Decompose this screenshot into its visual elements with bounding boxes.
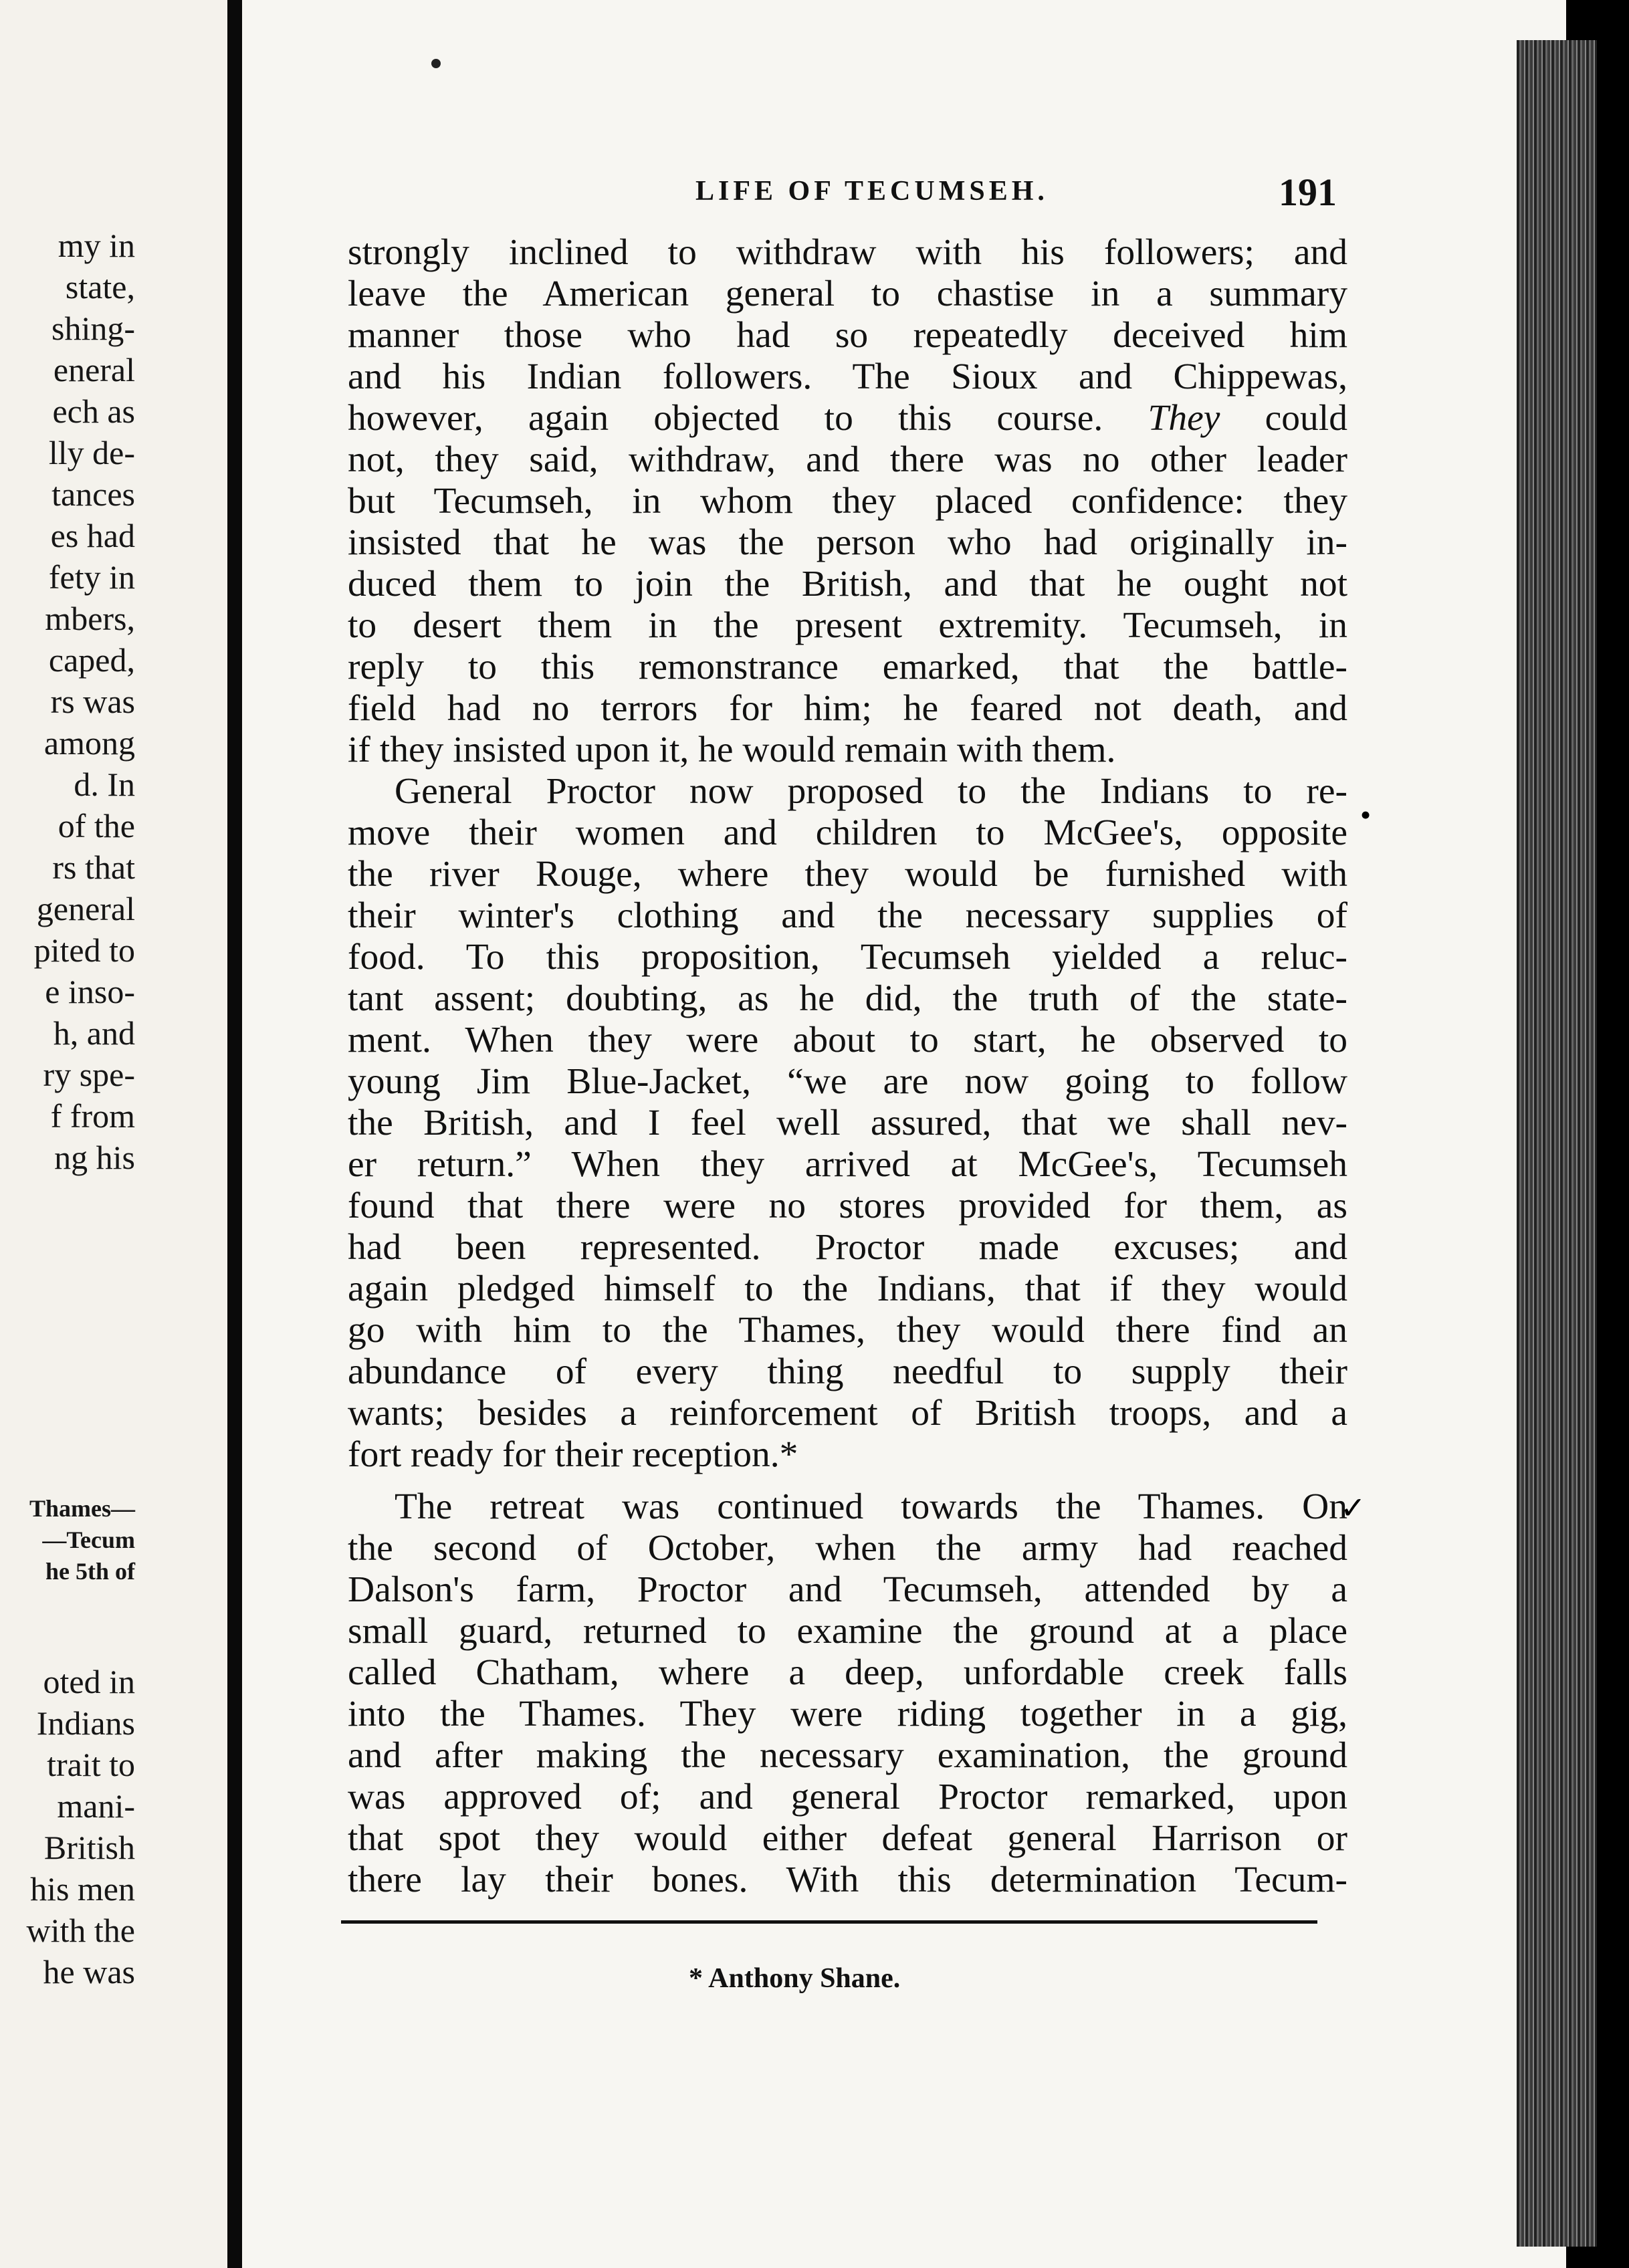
text-line: insisted that he was the person who had originally in- (348, 522, 1347, 563)
text-line: found that there were no stores provided for them, as (348, 1185, 1347, 1226)
left-line: oted in (43, 1663, 135, 1700)
left-line: f from (50, 1097, 135, 1135)
text-line: strongly inclined to withdraw with his followers; and (348, 232, 1347, 273)
left-line: d. In (74, 766, 135, 803)
text-line: tant assent; doubting, as he did, the truth of the state- (348, 978, 1347, 1019)
text-line: their winter's clothing and the necessary supplies of (348, 895, 1347, 936)
text-line: had been represented. Proctor made excuses; and (348, 1227, 1347, 1268)
text-line: to desert them in the present extremity. Tecumseh, in (348, 605, 1347, 646)
text-line: there lay their bones. With this determination Tecum- (348, 1859, 1347, 1900)
text-line: and his Indian followers. The Sioux and Chippewas, (348, 356, 1347, 397)
left-line: fety in (48, 558, 135, 596)
text-line: again pledged himself to the Indians, that if they would (348, 1268, 1347, 1309)
left-line: ech as (52, 392, 135, 430)
left-line: caped, (48, 641, 135, 679)
text-line: and after making the necessary examination, the ground (348, 1735, 1347, 1776)
text-line: but Tecumseh, in whom they placed confidence: they (348, 481, 1347, 522)
emphasis: They (1148, 398, 1220, 439)
page-edges (1517, 40, 1597, 2247)
left-footnote-line: Thames— (29, 1495, 135, 1522)
left-line: state, (65, 268, 135, 306)
left-line: mbers, (45, 600, 135, 637)
text-line: however, again objected to this course. They could (348, 398, 1347, 439)
text-line: fort ready for their reception.* (348, 1434, 798, 1475)
text-line: into the Thames. They were riding together in a gig, (348, 1694, 1347, 1734)
text-line: Dalson's farm, Proctor and Tecumseh, attended by a (348, 1569, 1347, 1610)
text-line: the second of October, when the army had reached (348, 1528, 1347, 1569)
left-line: lly de- (48, 434, 135, 471)
text-line: the river Rouge, where they would be furnished with (348, 854, 1347, 895)
text-line: young Jim Blue-Jacket, “we are now going to follow (348, 1061, 1347, 1102)
left-line: es had (50, 517, 135, 554)
text-line: duced them to join the British, and that he ought not (348, 564, 1347, 604)
text-line: field had no terrors for him; he feared not death, and (348, 688, 1347, 729)
left-line: eneral (53, 351, 135, 388)
left-line: ry spe- (43, 1056, 135, 1093)
text-line: move their women and children to McGee's, opposite (348, 812, 1347, 853)
text-line: called Chatham, where a deep, unfordable creek falls (348, 1652, 1347, 1693)
left-line: rs that (52, 848, 135, 886)
page-number: 191 (1279, 171, 1337, 214)
left-line: my in (58, 227, 135, 264)
text-line: er return.” When they arrived at McGee's, Tecumseh (348, 1144, 1347, 1185)
text-line: leave the American general to chastise in a summary (348, 273, 1347, 314)
text-line: The retreat was continued towards the Thames. On (395, 1486, 1347, 1527)
margin-mark: • (1360, 798, 1372, 832)
left-line: general (36, 890, 135, 927)
left-line: British (43, 1829, 135, 1866)
left-line: tances (51, 475, 135, 513)
margin-mark: ✓ (1340, 1491, 1366, 1525)
left-line: of the (58, 807, 135, 844)
text-line: manner those who had so repeatedly deceived him (348, 315, 1347, 356)
text-line: go with him to the Thames, they would there find an (348, 1310, 1347, 1351)
left-line: rs was (50, 683, 135, 720)
running-head: LIFE OF TECUMSEH. (695, 176, 1049, 207)
text-line: food. To this proposition, Tecumseh yielded a reluc- (348, 937, 1347, 978)
previous-page-fragment (0, 0, 235, 2268)
text-line: General Proctor now proposed to the Indians to re- (395, 771, 1347, 812)
text-line: the British, and I feel well assured, that we shall nev- (348, 1103, 1347, 1143)
text-line: small guard, returned to examine the ground at a place (348, 1611, 1347, 1652)
previous-page-text (0, 0, 235, 2268)
footnote: * Anthony Shane. (689, 1963, 901, 1994)
left-footnote-line: —Tecum (42, 1526, 135, 1553)
left-line: e inso- (45, 973, 135, 1010)
left-line: among (43, 724, 135, 762)
left-line: with the (26, 1912, 135, 1949)
left-line: pited to (33, 931, 135, 969)
text-line: reply to this remonstrance emarked, that the battle- (348, 647, 1347, 687)
book-gutter (227, 0, 243, 2268)
left-line: shing- (51, 310, 135, 347)
footnote-rule (341, 1920, 1317, 1924)
left-line: h, and (53, 1014, 135, 1052)
left-line: trait to (47, 1746, 135, 1783)
left-line: his men (30, 1870, 135, 1908)
left-line: he was (43, 1953, 135, 1991)
text-line: not, they said, withdraw, and there was no other leader (348, 439, 1347, 480)
speck (431, 59, 441, 68)
left-line: Indians (36, 1704, 135, 1742)
text-line: ment. When they were about to start, he observed to (348, 1020, 1347, 1060)
text-line: if they insisted upon it, he would remain with them. (348, 729, 1116, 770)
left-line: ng his (54, 1139, 135, 1176)
text-line: was approved of; and general Proctor remarked, upon (348, 1777, 1347, 1817)
text-line: abundance of every thing needful to supply their (348, 1351, 1347, 1392)
left-footnote-line: he 5th of (45, 1558, 135, 1585)
left-line: mani- (57, 1787, 135, 1825)
text-line: that spot they would either defeat general Harrison or (348, 1818, 1347, 1859)
text-line: wants; besides a reinforcement of British troops, and a (348, 1393, 1347, 1434)
